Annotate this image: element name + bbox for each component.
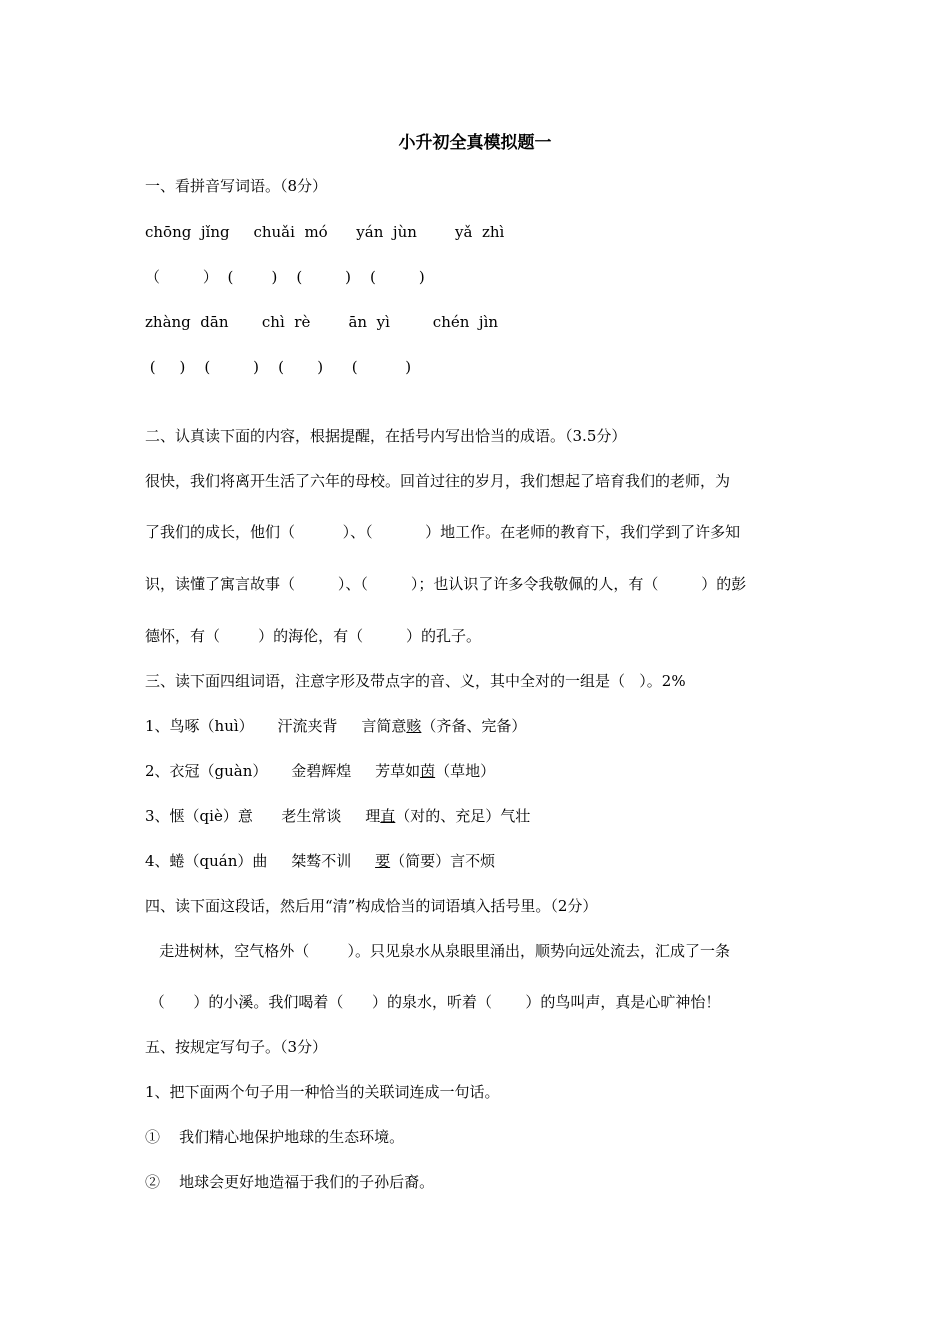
section-1-heading: 一、看拼音写词语。（8分） xyxy=(145,177,328,195)
marked-char: 茵 xyxy=(420,762,436,780)
section-5-clause-2: ② 地球会更好地造福于我们的子孙后裔。 xyxy=(145,1173,435,1191)
pinyin-row-2: zhàng dān chì rè ān yì chén jìn xyxy=(145,313,499,331)
section-3-item-1: 1、鸟啄（huì） 汗流夹背 言简意赅（齐备、完备） xyxy=(145,717,527,735)
marked-char: 直 xyxy=(380,807,396,825)
section-3-item-3: 3、惬（qiè）意 老生常谈 理直（对的、充足）气壮 xyxy=(145,807,531,825)
answer-blanks-row-1: （ ） ( ) ( ) ( ) xyxy=(145,268,425,286)
section-3-item-4: 4、蜷（quán）曲 桀骜不训 要（简要）言不烦 xyxy=(145,852,496,870)
page-title: 小升初全真模拟题一 xyxy=(398,133,552,153)
section-3-heading: 三、读下面四组词语，注意字形及带点字的音、义，其中全对的一组是（ ）。2% xyxy=(145,672,686,690)
section-2-paragraph-line-3: 识，读懂了寓言故事（ ）、（ ）；也认识了许多令我敬佩的人，有（ ）的彭 xyxy=(145,575,747,593)
section-5-question-1: 1、把下面两个句子用一种恰当的关联词连成一句话。 xyxy=(145,1083,500,1101)
marked-char: 赅 xyxy=(406,717,422,735)
answer-blanks-row-2: ( ) ( ) ( ) ( ) xyxy=(145,358,412,376)
section-2-paragraph-line-1: 很快，我们将离开生活了六年的母校。回首过往的岁月，我们想起了培育我们的老师，为 xyxy=(145,472,731,490)
section-5-clause-1: ① 我们精心地保护地球的生态环境。 xyxy=(145,1128,405,1146)
marked-char: 要 xyxy=(375,852,391,870)
section-5-heading: 五、按规定写句子。（3分） xyxy=(145,1038,328,1056)
section-3-item-2: 2、衣冠（guàn） 金碧辉煌 芳草如茵（草地） xyxy=(145,762,496,780)
pinyin-row-1: chōng jǐng chuǎi mó yán jùn yǎ zhì xyxy=(145,223,505,241)
section-2-paragraph-line-2: 了我们的成长，他们（ ）、（ ）地工作。在老师的教育下，我们学到了许多知 xyxy=(145,523,741,541)
section-4-paragraph-line-2: （ ）的小溪。我们喝着（ ）的泉水，听着（ ）的鸟叫声，真是心旷神怡！ xyxy=(145,993,721,1011)
section-2-paragraph-line-4: 德怀，有（ ）的海伦，有（ ）的孔子。 xyxy=(145,627,482,645)
section-4-paragraph-line-1: 走进树林，空气格外（ ）。只见泉水从泉眼里涌出，顺势向远处流去，汇成了一条 xyxy=(145,942,730,960)
section-2-heading: 二、认真读下面的内容，根据提醒，在括号内写出恰当的成语。（3.5分） xyxy=(145,427,627,445)
section-4-heading: 四、读下面这段话，然后用“清”构成恰当的词语填入括号里。（2分） xyxy=(145,897,598,915)
